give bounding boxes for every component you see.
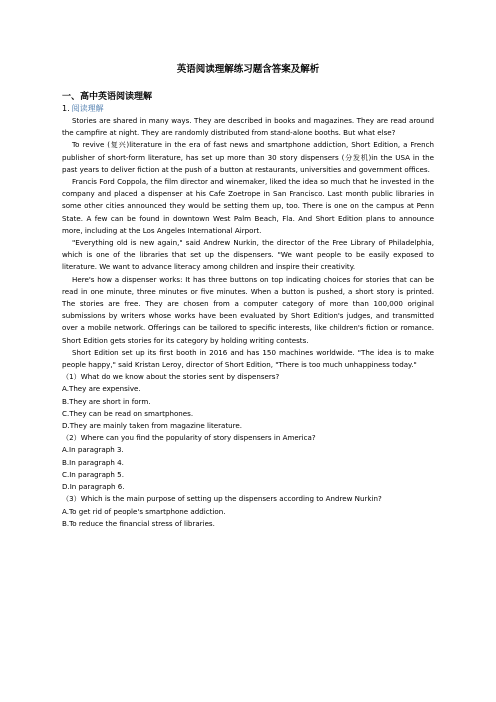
question-3 (62, 493, 434, 530)
question-1 (62, 371, 434, 432)
option-d[interactable]: D.In paragraph 6. (62, 482, 125, 492)
option-b[interactable]: B.In paragraph 4. (62, 457, 124, 467)
paragraph-5: Here's how a dispenser works: It has three buttons on top indicating choices for stories that can be read in one minute, three minutes or five minutes. When a button is pushed, a short story is printed. The stories are free. They are chosen from a computer category of more than 100,000 original submissions by writers whose works have been evaluated by Short Edition's judges, and transmitted over a mobile network. Offerings can be tailored to specific interests, like children's fiction or romance. Short Edition gets stories for its category by holding writing contests. (62, 274, 434, 345)
option-b[interactable]: B.They are short in form. (62, 396, 151, 406)
option-a[interactable]: A.They are expensive. (62, 384, 141, 394)
paragraph-3: Francis Ford Coppola, the film director and winemaker, liked the idea so much that he invested in the company and placed a dispenser at his Cafe Zoetrope in San Francisco. Last month public libraries in some other cities announced they would be setting them up, too. There is one on the campus at Penn State. A few can be found in downtown West Palm Beach, Fla. And Short Edition plans to announce more, including at the Los Angeles International Airport. (62, 177, 434, 235)
option-b[interactable]: B.To reduce the financial stress of libraries. (62, 518, 215, 528)
subsection-heading (62, 103, 434, 115)
section-heading: 一、高中英语阅读理解 (62, 92, 153, 102)
subsection-label: 阅读理解 (71, 104, 104, 113)
option-c[interactable]: C.They can be read on smartphones. (62, 408, 194, 418)
subsection-number: 1. (62, 104, 70, 113)
option-a[interactable]: A.In paragraph 3. (62, 445, 124, 455)
paragraph-6: Short Edition set up its first booth in 2016 and has 150 machines worldwide. "The idea is to make people happy," said Kristan Leroy, director of Short Edition, "There is too much unhappiness today." (62, 347, 434, 370)
question-2 (62, 432, 434, 493)
paragraph-2: To revive (复兴)literature in the era of fast news and smartphone addiction, Short Edition, a French publisher of short-form literature, has set up more than 30 story dispensers (分发机)in the USA in the past years to deliver fiction at the push of a button at restaurants, universities and government offices. (62, 140, 434, 174)
question-stem: （3）Which is the main purpose of setting up the dispensers according to Andrew Nurkin? (62, 494, 382, 504)
option-d[interactable]: D.They are mainly taken from magazine literature. (62, 421, 243, 431)
page-title: 英语阅读理解练习题含答案及解析 (176, 64, 320, 75)
question-stem: （2）Where can you find the popularity of story dispensers in America? (62, 433, 316, 443)
option-c[interactable]: C.In paragraph 5. (62, 469, 124, 479)
question-stem: （1）What do we know about the stories sent by dispensers? (62, 372, 280, 382)
paragraph-1: Stories are shared in many ways. They are described in books and magazines. They are read around the campfire at night. They are randomly distributed from stand-alone booths. But what else? (62, 116, 434, 138)
paragraph-4: "Everything old is new again," said Andrew Nurkin, the director of the Free Library of Philadelphia, which is one of the libraries that set up the dispensers. "We want people to be easily exposed to literature. We want to advance literacy among children and inspire their creativity. (62, 238, 434, 272)
option-a[interactable]: A.To get rid of people's smartphone addiction. (62, 506, 226, 516)
